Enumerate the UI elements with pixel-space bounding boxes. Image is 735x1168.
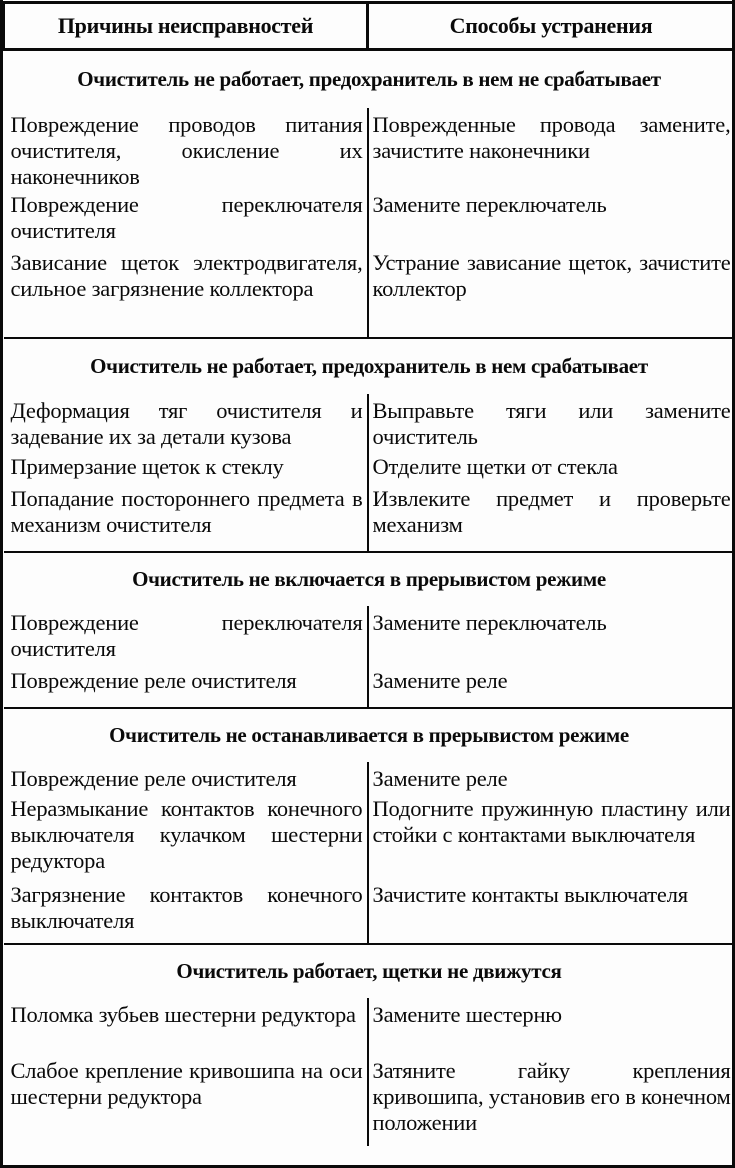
table-row xyxy=(4,762,735,796)
section-title-row xyxy=(4,944,735,998)
cause-cell: Слабое крепление кривошипа на оси шестерни редуктора xyxy=(4,1058,368,1146)
remedy-cell: Зачистите контакты выключателя xyxy=(372,881,688,907)
header-remedies: Способы устранения xyxy=(368,3,735,50)
table-row xyxy=(4,486,735,552)
remedy-cell: Устрание зависание щеток, зачистите коллектор xyxy=(372,249,731,301)
cause-cell: Поломка зубьев шестерни редуктора xyxy=(4,998,368,1058)
remedy-cell: Выправьте тяги или замените очиститель xyxy=(372,397,731,449)
table-row xyxy=(4,250,735,338)
remedy-cell: Замените реле xyxy=(372,765,508,791)
remedy-cell: Поврежденные провода замените, зачистите наконечники xyxy=(372,111,731,163)
cause-cell: Повреждение проводов питания очистителя, окисление их наконечников xyxy=(4,108,368,192)
cause-cell: Загрязнение контактов конечного выключателя xyxy=(4,882,368,944)
cause-cell: Зависание щеток электродвигателя, сильное загрязнение коллектора xyxy=(4,250,368,338)
table-row xyxy=(4,882,735,944)
table-row xyxy=(4,668,735,708)
remedy-cell: Затяните гайку крепления кривошипа, установив его в конечном положении xyxy=(372,1057,731,1135)
troubleshooting-table xyxy=(2,1,735,1146)
remedy-cell: Замените шестерню xyxy=(372,1001,562,1027)
table-row xyxy=(4,454,735,486)
cause-cell: Повреждение переключателя очистителя xyxy=(4,192,368,250)
remedy-cell: Замените переключатель xyxy=(372,609,607,635)
table-header-row xyxy=(4,3,735,50)
header-causes: Причины неисправностей xyxy=(4,3,368,50)
cause-cell: Неразмыкание контактов конечного выключателя кулачком шестерни редуктора xyxy=(4,796,368,882)
table-row xyxy=(4,998,735,1058)
remedy-cell: Замените переключатель xyxy=(372,191,607,217)
section-title-row xyxy=(4,552,735,606)
section-title: Очиститель не работает, предохранитель в нем не срабатывает xyxy=(77,66,661,91)
remedy-cell: Отделите щетки от стекла xyxy=(372,453,618,479)
section-title: Очиститель не включается в прерывистом режиме xyxy=(4,552,735,606)
cause-cell: Повреждение переключателя очистителя xyxy=(4,606,368,668)
table-row xyxy=(4,606,735,668)
section-title-row xyxy=(4,50,735,108)
cause-cell: Попадание постороннего предмета в механизм очистителя xyxy=(4,486,368,552)
cause-cell: Повреждение реле очистителя xyxy=(4,668,368,708)
section-title-row xyxy=(4,708,735,762)
remedy-cell: Подогните пружинную пластину или стойки с контактами выключателя xyxy=(372,795,731,847)
cause-cell: Деформация тяг очистителя и задевание их за детали кузова xyxy=(4,394,368,454)
remedy-cell: Замените реле xyxy=(372,667,508,693)
table-row xyxy=(4,108,735,192)
table-row xyxy=(4,796,735,882)
cause-cell: Примерзание щеток к стеклу xyxy=(4,454,368,486)
table-row xyxy=(4,192,735,250)
section-title: Очиститель работает, щетки не движутся xyxy=(4,944,735,998)
table-row xyxy=(4,394,735,454)
cause-cell: Повреждение реле очистителя xyxy=(4,762,368,796)
section-title: Очиститель не останавливается в прерывистом режиме xyxy=(4,708,735,762)
section-title-row xyxy=(4,338,735,394)
remedy-cell: Извлеките предмет и проверьте механизм xyxy=(372,485,731,537)
section-title: Очиститель не работает, предохранитель в нем срабатывает xyxy=(4,338,735,394)
table-row xyxy=(4,1058,735,1146)
